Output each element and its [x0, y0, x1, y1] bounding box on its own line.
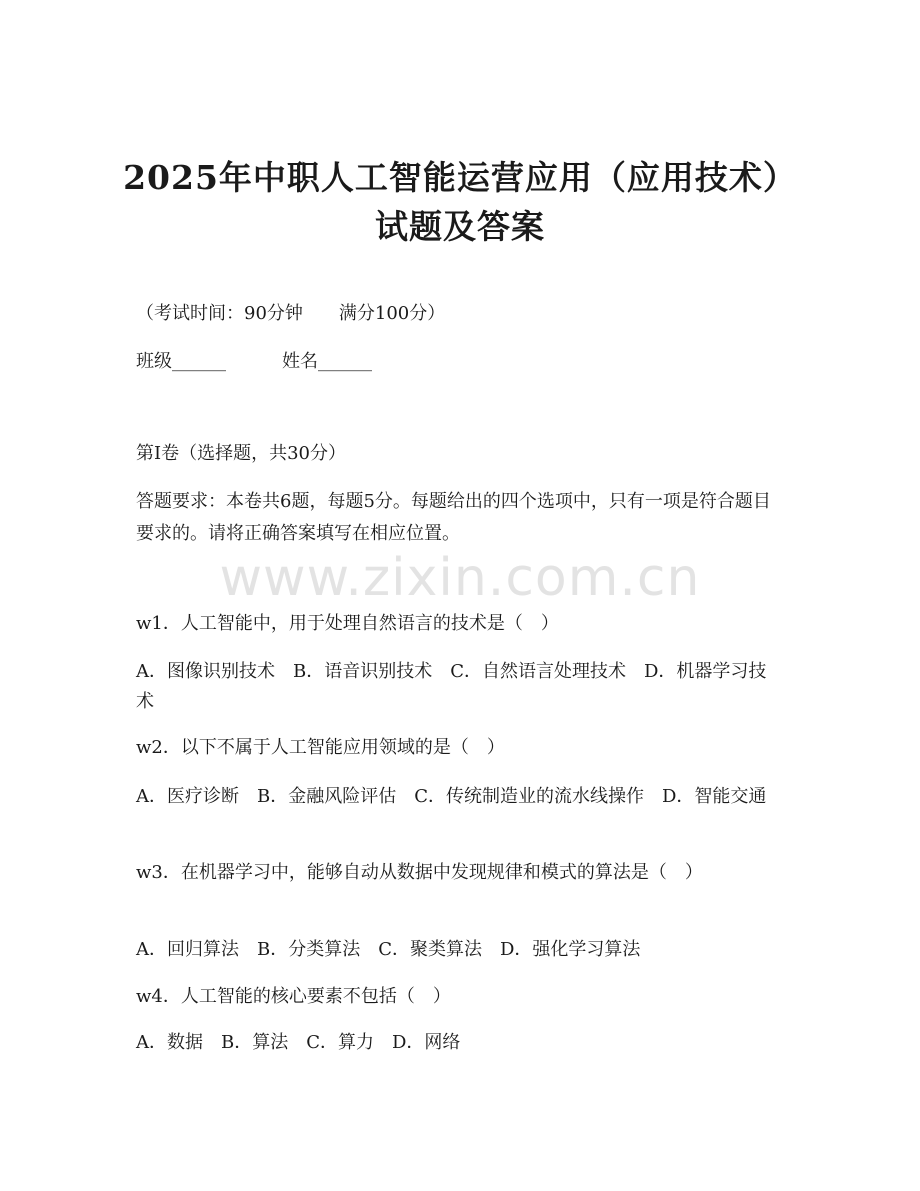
question-options-2: A．医疗诊断 B．金融风险评估 C．传统制造业的流水线操作 D．智能交通 — [136, 786, 767, 807]
question-options-1: A．图像识别技术 B．语音识别技术 C．自然语言处理技术 D．机器学习技术 — [136, 661, 767, 712]
exam-info: （考试时间：90分钟 满分100分） — [136, 303, 446, 324]
question-stem-1: w1．人工智能中，用于处理自然语言的技术是（ ） — [136, 613, 559, 634]
question-options-3: A．回归算法 B．分类算法 C．聚类算法 D．强化学习算法 — [136, 939, 641, 960]
document-title-line-1: 2025年中职人工智能运营应用（应用技术） — [123, 158, 797, 197]
question-stem-2: w2．以下不属于人工智能应用领域的是（ ） — [136, 737, 505, 758]
answer-requirement: 答题要求：本卷共6题，每题5分。每题给出的四个选项中，只有一项是符合题目要求的。请将正确答案填写在相应位置。 — [136, 491, 771, 544]
class-field: 班级______ — [136, 351, 226, 372]
student-fields — [136, 348, 776, 376]
question-stem-4: w4．人工智能的核心要素不包括（ ） — [136, 986, 451, 1007]
watermark: www.zixin.com.cn — [219, 548, 701, 608]
question-stem-3: w3．在机器学习中，能够自动从数据中发现规律和模式的算法是（ ） — [136, 862, 703, 883]
section-heading: 第I卷（选择题，共30分） — [136, 443, 347, 464]
name-field: 姓名______ — [282, 351, 372, 372]
question-options-4: A．数据 B．算法 C．算力 D．网络 — [136, 1032, 461, 1053]
document-title-line-2: 试题及答案 — [375, 207, 545, 246]
